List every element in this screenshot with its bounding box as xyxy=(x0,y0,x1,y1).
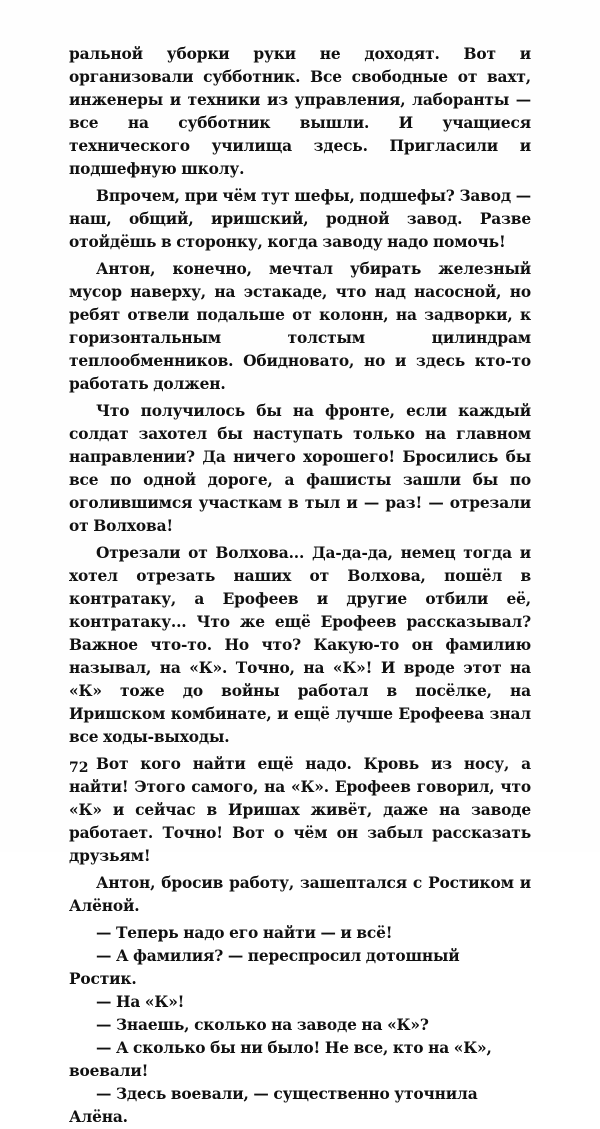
paragraph-6: Вот кого найти ещё надо. Кровь из носу, а найти! Этого самого, на «К». Ерофеев говорил, что «К» и сейчас в Иришах живёт, даже на заводе работает. Точно! Вот о чём он забыл рассказать друзьям! xyxy=(69,755,531,865)
dialog-line-1: — Теперь надо его найти — и всё! xyxy=(96,924,393,942)
dialog-line-3: — На «К»! xyxy=(96,993,185,1011)
paragraph-2: Впрочем, при чём тут шефы, подшефы? Завод — наш, общий, иришский, родной завод. Разве отойдёшь в сторонку, когда заводу надо помочь! xyxy=(69,187,531,251)
dialog-line-6: — Здесь воевали, — существенно уточнила Алёна. xyxy=(69,1085,478,1126)
paragraph-7: Антон, бросив работу, зашептался с Ростиком и Алёной. xyxy=(69,874,531,915)
paragraph-4: Что получилось бы на фронте, если каждый солдат захотел бы наступать только на главном направлении? Да ничего хорошего! Бросились бы все по одной дороге, а фашисты зашли бы по оголившимся участкам в тыл и — раз! — отрезали от Волхова! xyxy=(69,402,531,535)
paragraph-3: Антон, конечно, мечтал убирать железный мусор наверху, на эстакаде, что над насосной, но ребят отвели подальше от колонн, на задворки, к горизонтальным толстым цилиндрам теплообменников. Обидновато, но и здесь кто-то работать должен. xyxy=(69,260,531,393)
dialog-line-5: — А сколько бы ни было! Не все, кто на «К», воевали! xyxy=(69,1039,492,1080)
dialog-line-2: — А фамилия? — переспросил дотошный Ростик. xyxy=(69,947,460,988)
dialog-line-4: — Знаешь, сколько на заводе на «К»? xyxy=(96,1016,429,1034)
paragraph-5: Отрезали от Волхова... Да-да-да, немец тогда и хотел отрезать наших от Волхова, пошёл в контратаку, а Ерофеев и другие отбили её, контратаку... Что же ещё Ерофеев рассказывал? Важное что-то. Но что? Какую-то он фамилию называл, на «К». Точно, на «К»! И вроде этот на «К» тоже до войны работал в посёлке, на Иришском комбинате, и ещё лучше Ерофеева знал все ходы-выходы. xyxy=(69,544,531,746)
paragraph-1: ральной уборки руки не доходят. Вот и организовали субботник. Все свободные от вахт, инженеры и техники из управления, лаборанты — все на субботник вышли. И учащиеся технического училища здесь. Пригласили и подшефную школу. xyxy=(69,45,531,178)
page-text xyxy=(69,43,531,1129)
page-number: 72 xyxy=(69,760,89,776)
